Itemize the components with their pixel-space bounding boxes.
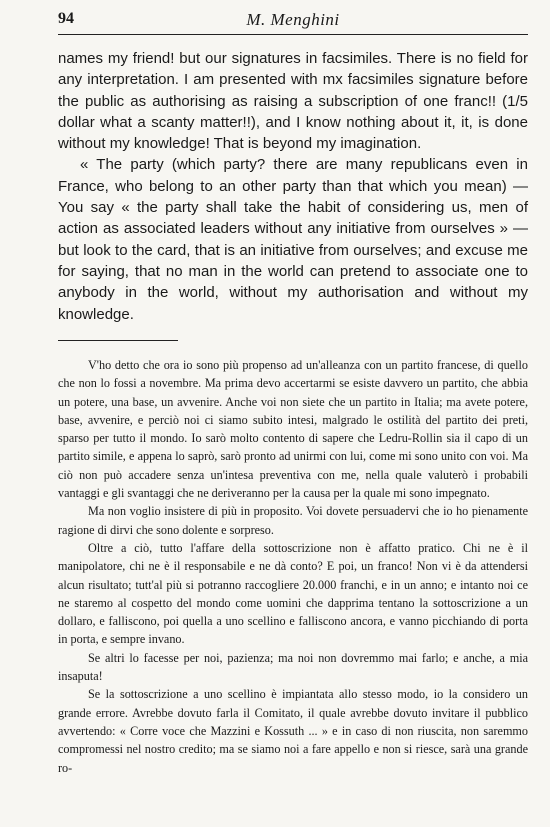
english-paragraph-1: names my friend! but our signatures in facsimiles. There is no field for any interpretation. I am presented with mx facsimiles signature before the public as authorising as raising a subscription of one franc!! (1/5 dollar what a scanty matter!!), and I know nothing about it, it, is done without my knowledge! That is beyond my imagination. <box>58 50 528 153</box>
italian-paragraph-4: Se altri lo facesse per noi, pazienza; ma noi non dovremmo mai farlo; e anche, a mia insaputa! <box>58 650 528 684</box>
italian-paragraph-2: Ma non voglio insistere di più in proposito. Voi dovete persuadervi che io ho pienamente ragione di dirvi che sono dolente e sorpreso. <box>58 504 528 537</box>
page-header <box>58 10 528 36</box>
italian-paragraph-5: Se la sottoscrizione a uno scellino è impiantata allo stesso modo, io la considero un grande errore. Avrebbe dovuto farla il Comitato, il quale avrebbe dovuto invitare il pubblico avvertendo: « Corre voce che Mazzini e Kossuth ... » e in caso di non riuscita, non saremmo compromessi nel nostro credito; ma se siamo noi a fare appello e non si riesce, sarà una grande ro- <box>58 687 528 775</box>
section-separator <box>58 340 178 341</box>
running-head: M. Menghini <box>246 10 340 29</box>
english-paragraph-2: « The party (which party? there are many republicans even in France, who belong to an other party than that which you mean) — You say « the party shall take the habit of considering us, men of action as associated leaders without any initiative from ourselves » — but look to the card, that is an initiative from ourselves; and excuse me for saying, that no man in the world can pretend to associate one to anybody in the world, without my authorisation and without my knowledge. <box>58 156 528 323</box>
italian-paragraph-1: V'ho detto che ora io sono più propenso ad un'alleanza con un partito francese, di quello che non lo fossi a novembre. Ma prima devo accertarmi se esiste davvero un partito, che abbia un potere, una base, un avvenire. Anche voi non siete che un partito in Italia; ma avete potere, base, avvenire, e perciò noi ci siamo subito intesi, malgrado le ostilità del partito dei preti, sparso per tutto il mondo. Io sarò molto contento di sapere che Ledru-Rollin sia il capo di un partito simile, e appena lo saprò, sarò pronto ad unirmi con lui, come mi sono unito con voi. Ma ciò non può accadere senza un'intesa preventiva con me, nella quale valuterò i probabili vantaggi e gli svantaggi che ne deriveranno per la causa per la quale mi sono impegnato. <box>58 358 528 501</box>
english-text-block <box>58 48 528 325</box>
italian-paragraph-3: Oltre a ciò, tutto l'affare della sottoscrizione non è affatto pratico. Chi ne è il manipolatore, chi ne è il responsabile e ne dà conto? E poi, un franco! Non vi è da attendersi alcun risultato; tutt'al più si potranno raccogliere 20.000 franchi, e in un anno; e intanto noi ce ne staremo al cospetto del mondo come uomini che dapprima tentano la sottoscrizione a un dollaro, e falliscono, poi quella a uno scellino e falliscono ancora, e vanno picchiando di porta in porta, e sempre invano. <box>58 540 528 647</box>
header-rule <box>58 34 528 35</box>
page-number: 94 <box>58 10 74 27</box>
italian-translation-block <box>58 356 528 777</box>
